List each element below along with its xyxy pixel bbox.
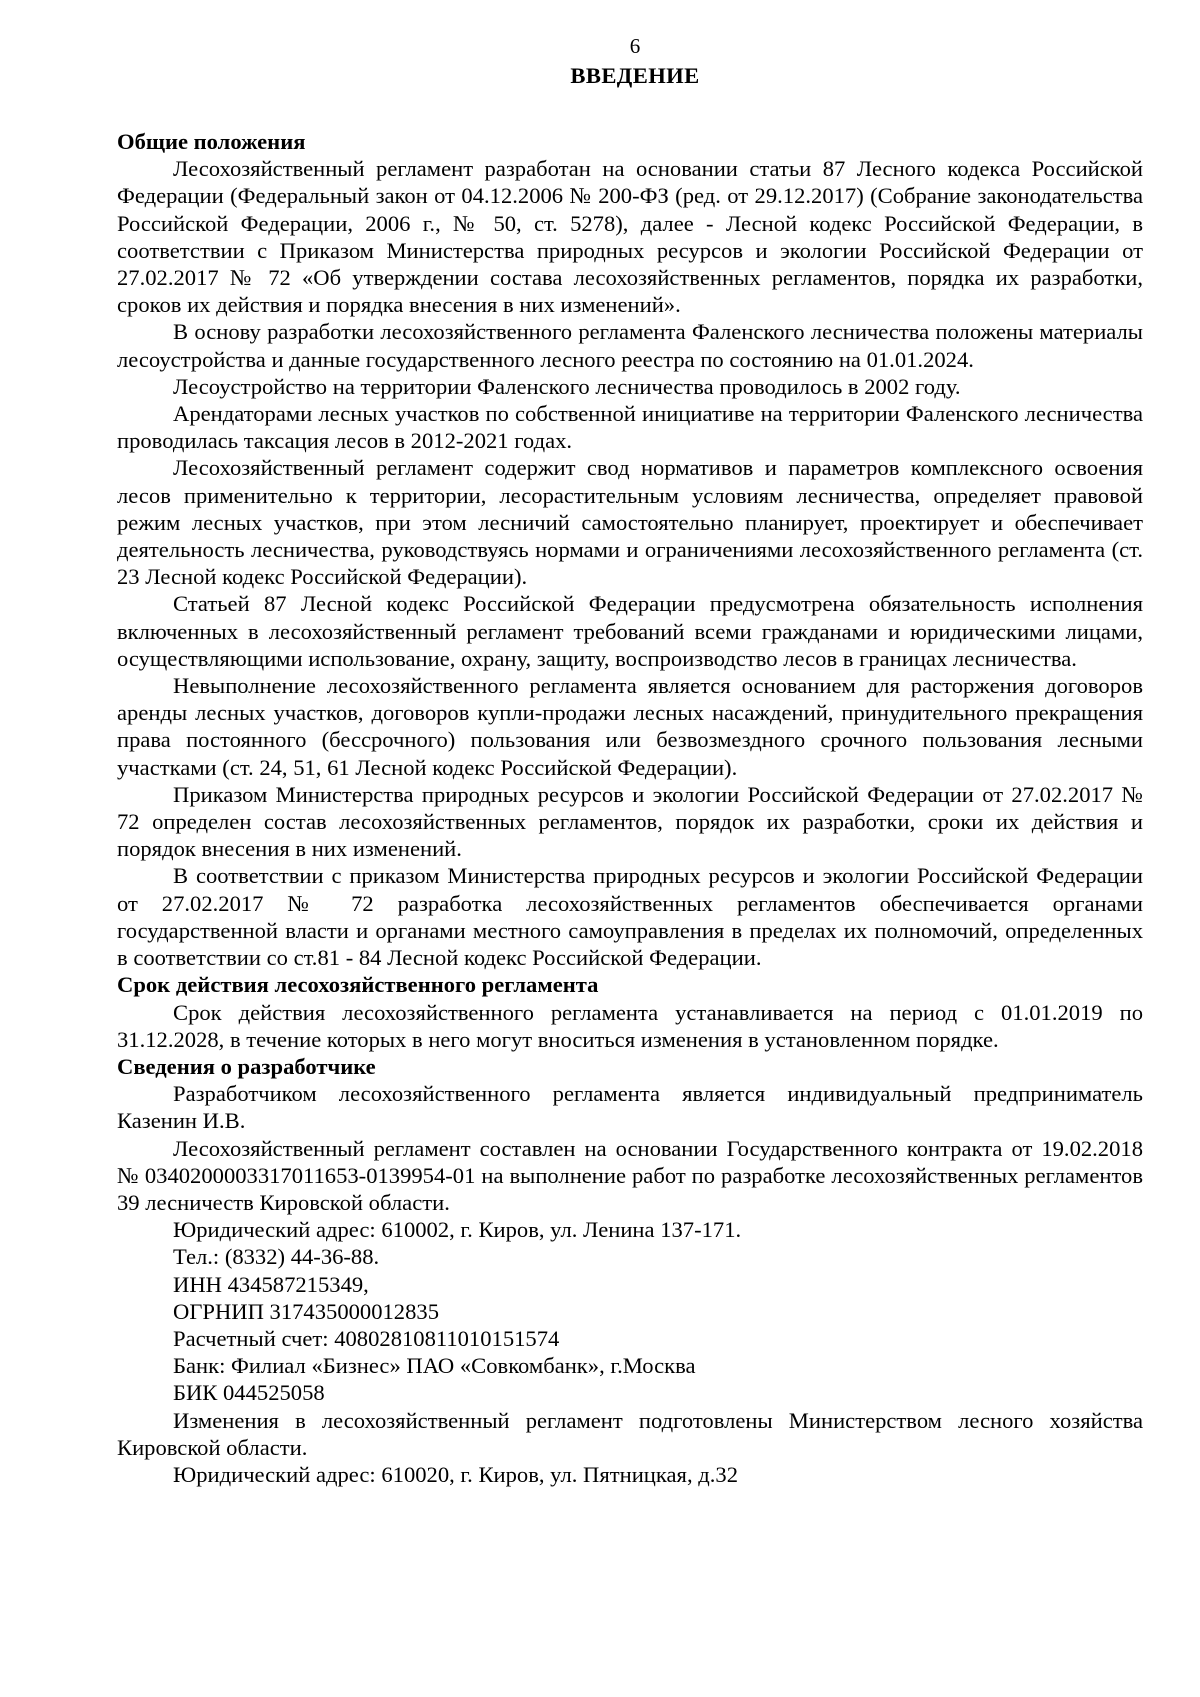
paragraph: В основу разработки лесохозяйственного регламента Фаленского лесничества положены материалы лесоустройства и данные государственного лесного реестра по состоянию на 01.01.2024. bbox=[117, 319, 1143, 372]
paragraph: В соответствии с приказом Министерства природных ресурсов и экологии Российской Федерации от 27.02.2017 № 72 разработка лесохозяйственных регламентов обеспечивается органами государственной власти и органами местного самоуправления в пределах их полномочий, определенных в соответствии со ст.81 - 84 Лесной кодекс Российской Федерации. bbox=[117, 863, 1143, 971]
paragraph: Изменения в лесохозяйственный регламент подготовлены Министерством лесного хозяйства Кировской области. bbox=[117, 1407, 1143, 1460]
paragraph: Лесоустройство на территории Фаленского лесничества проводилось в 2002 году. bbox=[173, 373, 961, 399]
document-title: ВВЕДЕНИЕ bbox=[570, 63, 700, 88]
developer-address: Юридический адрес: 610002, г. Киров, ул. Ленина 137-171. bbox=[173, 1217, 742, 1243]
paragraph: Лесохозяйственный регламент содержит свод нормативов и параметров комплексного освоения лесов применительно к территории, лесорастительным условиям лесничества, определяет правовой режим лесных участков, при этом лесничий самостоятельно планирует, проектирует и обеспечивает деятельность лесничества, руководствуясь нормами и ограничениями лесохозяйственного регламента (ст. 23 Лесной кодекс Российской Федерации). bbox=[117, 455, 1143, 590]
developer-inn: ИНН 434587215349, bbox=[173, 1271, 369, 1297]
paragraph: Срок действия лесохозяйственного регламента устанавливается на период с 01.01.2019 по 31.12.2028, в течение которых в него могут вноситься изменения в установленном порядке. bbox=[117, 999, 1143, 1052]
section-heading-general: Общие положения bbox=[117, 129, 306, 154]
developer-bik: БИК 044525058 bbox=[173, 1380, 325, 1406]
section-heading-validity: Срок действия лесохозяйственного регламента bbox=[117, 972, 599, 998]
ministry-address: Юридический адрес: 610020, г. Киров, ул. Пятницкая, д.32 bbox=[173, 1461, 738, 1487]
developer-ogrnip: ОГРНИП 317435000012835 bbox=[173, 1298, 439, 1324]
paragraph: Невыполнение лесохозяйственного регламента является основанием для расторжения договоров аренды лесных участков, договоров купли-продажи лесных насаждений, принудительного прекращения права постоянного (бессрочного) пользования или безвозмездного срочного пользования лесными участками (ст. 24, 51, 61 Лесной кодекс Российской Федерации). bbox=[117, 673, 1143, 780]
developer-details bbox=[117, 1216, 1143, 1406]
section-heading-developer: Сведения о разработчике bbox=[117, 1053, 376, 1079]
paragraph: Приказом Министерства природных ресурсов и экологии Российской Федерации от 27.02.2017 № 72 определен состав лесохозяйственных регламентов, порядок их разработки, сроки их действия и порядок внесения в них изменений. bbox=[117, 781, 1143, 862]
paragraph: Арендаторами лесных участков по собственной инициативе на территории Фаленского лесничества проводилась таксация лесов в 2012-2021 годах. bbox=[117, 401, 1143, 454]
paragraph: Лесохозяйственный регламент разработан на основании статьи 87 Лесного кодекса Российской Федерации (Федеральный закон от 04.12.2006 № 200-ФЗ (ред. от 29.12.2017) (Собрание законодательства Российской Федерации, 2006 г., № 50, ст. 5278), далее - Лесной кодекс Российской Федерации, в соответствии с Приказом Министерства природных ресурсов и экологии Российской Федерации от 27.02.2017 № 72 «Об утверждении состава лесохозяйственных регламентов, порядка их разработки, сроков их действия и порядка внесения в них изменений». bbox=[117, 156, 1143, 318]
paragraph: Лесохозяйственный регламент составлен на основании Государственного контракта от 19.02.2018 № 0340200003317011653-0139954-01 на выполнение работ по разработке лесохозяйственных регламентов 39 лесничеств Кировской области. bbox=[117, 1135, 1143, 1215]
paragraph: Статьей 87 Лесной кодекс Российской Федерации предусмотрена обязательность исполнения включенных в лесохозяйственный регламент требований всеми гражданами и юридическими лицами, осуществляющими использование, охрану, защиту, воспроизводство лесов в границах лесничества. bbox=[117, 591, 1143, 671]
developer-phone: Тел.: (8332) 44-36-88. bbox=[173, 1244, 380, 1270]
developer-bank: Банк: Филиал «Бизнес» ПАО «Совкомбанк», г.Москва bbox=[173, 1353, 696, 1379]
paragraph: Разработчиком лесохозяйственного регламента является индивидуальный предприниматель Казенин И.В. bbox=[117, 1081, 1143, 1134]
page-number: 6 bbox=[629, 34, 641, 58]
developer-account: Расчетный счет: 40802810811010151574 bbox=[173, 1325, 560, 1351]
